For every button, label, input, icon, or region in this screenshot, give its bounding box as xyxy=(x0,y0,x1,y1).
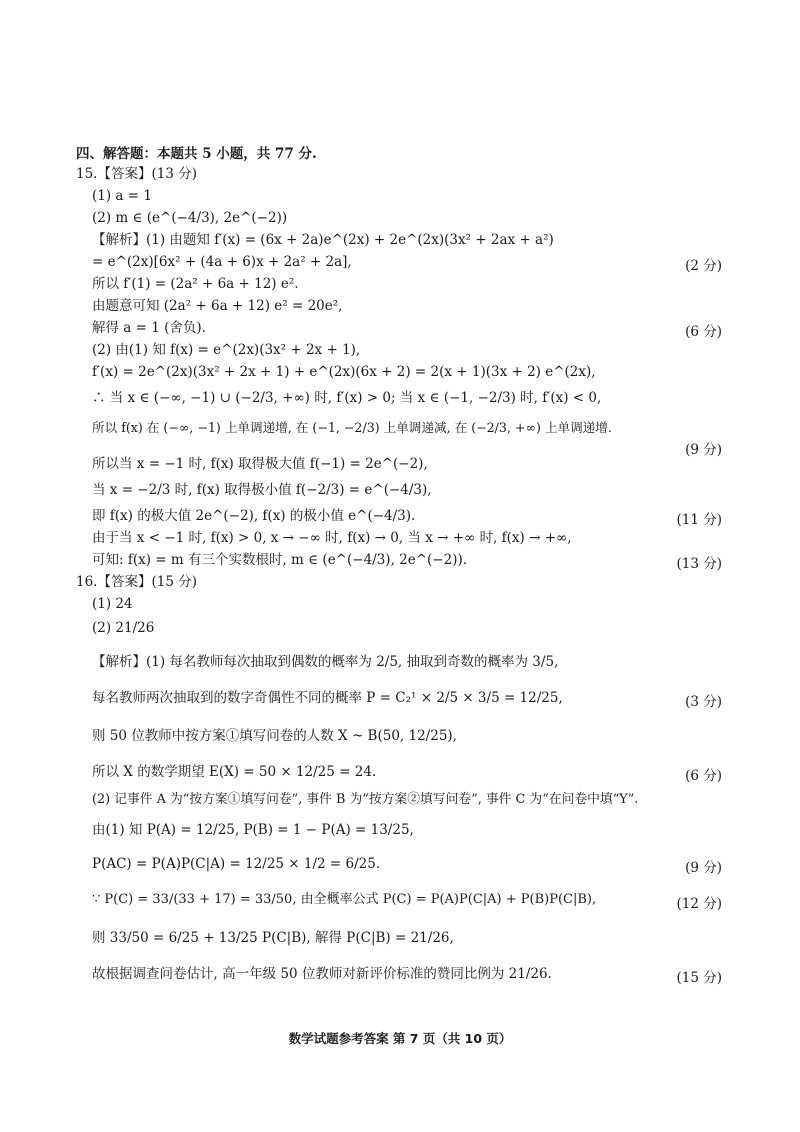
q16-line-6: 由(1) 知 P(A) = 12/25, P(B) = 1 − P(A) = 13/25, xyxy=(92,822,414,838)
q15-score-6: (6 分) xyxy=(685,324,722,340)
q15-header: 15.【答案】(13 分) xyxy=(76,166,197,182)
q15-line-5: 解得 a = 1 (舍负). xyxy=(92,320,206,336)
q15-line-6: (2) 由(1) 知 f(x) = e^(2x)(3x² + 2x + 1), xyxy=(92,342,361,358)
q15-line-14: 可知: f(x) = m 有三个实数根时, m ∈ (e^(−4/3), 2e^(−2)). xyxy=(92,552,468,568)
q16-score-9: (9 分) xyxy=(685,860,722,876)
q15-line-11: 当 x = −2/3 时, f(x) 取得极小值 f(−2/3) = e^(−4/3), xyxy=(92,482,432,498)
q16-line-4: 所以 X 的数学期望 E(X) = 50 × 12/25 = 24. xyxy=(92,764,377,780)
q16-score-15: (15 分) xyxy=(676,970,722,986)
q16-answer-1: (1) 24 xyxy=(92,596,133,612)
q16-line-2: 每名教师两次抽取到的数字奇偶性不同的概率 P = C₂¹ × 2/5 × 3/5 = 12/25, xyxy=(92,690,563,706)
q15-score-11: (11 分) xyxy=(676,512,722,528)
q16-line-9: 则 33/50 = 6/25 + 13/25 P(C|B), 解得 P(C|B) = 21/26, xyxy=(92,930,454,946)
q15-score-9: (9 分) xyxy=(685,442,722,458)
q15-answer-1: (1) a = 1 xyxy=(92,188,152,204)
q15-line-2: = e^(2x)[6x² + (4a + 6)x + 2a² + 2a], xyxy=(92,254,352,270)
q16-score-12: (12 分) xyxy=(676,896,722,912)
q15-line-8: ∴ 当 x ∈ (−∞, −1) ∪ (−2/3, +∞) 时, f′(x) > 0; 当 x ∈ (−1, −2/3) 时, f′(x) < 0, xyxy=(92,390,602,406)
q15-line-3: 所以 f′(1) = (2a² + 6a + 12) e². xyxy=(92,276,299,292)
q15-line-12: 即 f(x) 的极大值 2e^(−2), f(x) 的极小值 e^(−4/3). xyxy=(92,508,416,524)
q16-line-1: 【解析】(1) 每名教师每次抽取到偶数的概率为 2/5, 抽取到奇数的概率为 3/5, xyxy=(92,654,559,670)
q15-line-4: 由题意可知 (2a² + 6a + 12) e² = 20e², xyxy=(92,298,343,314)
q15-line-1: 【解析】(1) 由题知 f′(x) = (6x + 2a)e^(2x) + 2e^(2x)(3x² + 2ax + a²) xyxy=(92,232,554,248)
q15-line-10: 所以当 x = −1 时, f(x) 取得极大值 f(−1) = 2e^(−2), xyxy=(92,456,428,472)
q16-line-3: 则 50 位教师中按方案①填写问卷的人数 X ~ B(50, 12/25), xyxy=(92,728,457,744)
q16-header: 16.【答案】(15 分) xyxy=(76,574,197,590)
q16-line-8: ∵ P(C) = 33/(33 + 17) = 33/50, 由全概率公式 P(C) = P(A)P(C|A) + P(B)P(C|B), xyxy=(92,892,597,907)
section-title: 四、解答题：本题共 5 小题，共 77 分. xyxy=(76,146,317,162)
q16-line-5: (2) 记事件 A 为“按方案①填写问卷”, 事件 B 为“按方案②填写问卷”, 事件 C 为“在问卷中填“Y”. xyxy=(92,792,639,807)
q15-line-7: f′(x) = 2e^(2x)(3x² + 2x + 1) + e^(2x)(6x + 2) = 2(x + 1)(3x + 2) e^(2x), xyxy=(92,364,596,380)
q15-line-9: 所以 f(x) 在 (−∞, −1) 上单调递增, 在 (−1, −2/3) 上单调递减, 在 (−2/3, +∞) 上单调递增. xyxy=(92,420,612,435)
q15-line-13: 由于当 x < −1 时, f(x) > 0, x → −∞ 时, f(x) → 0, 当 x → +∞ 时, f(x) → +∞, xyxy=(92,530,572,546)
q16-answer-2: (2) 21/26 xyxy=(92,620,155,636)
q16-score-6: (6 分) xyxy=(685,768,722,784)
page-footer: 数学试题参考答案 第 7 页（共 10 页） xyxy=(288,1031,512,1046)
q15-score-2: (2 分) xyxy=(685,258,722,274)
q16-score-3: (3 分) xyxy=(685,694,722,710)
q16-line-10: 故根据调查问卷估计, 高一年级 50 位教师对新评价标准的赞同比例为 21/26. xyxy=(92,966,552,982)
q16-line-7: P(AC) = P(A)P(C|A) = 12/25 × 1/2 = 6/25. xyxy=(92,856,381,872)
q15-score-13: (13 分) xyxy=(676,556,722,572)
q15-answer-2: (2) m ∈ (e^(−4/3), 2e^(−2)) xyxy=(92,210,288,226)
